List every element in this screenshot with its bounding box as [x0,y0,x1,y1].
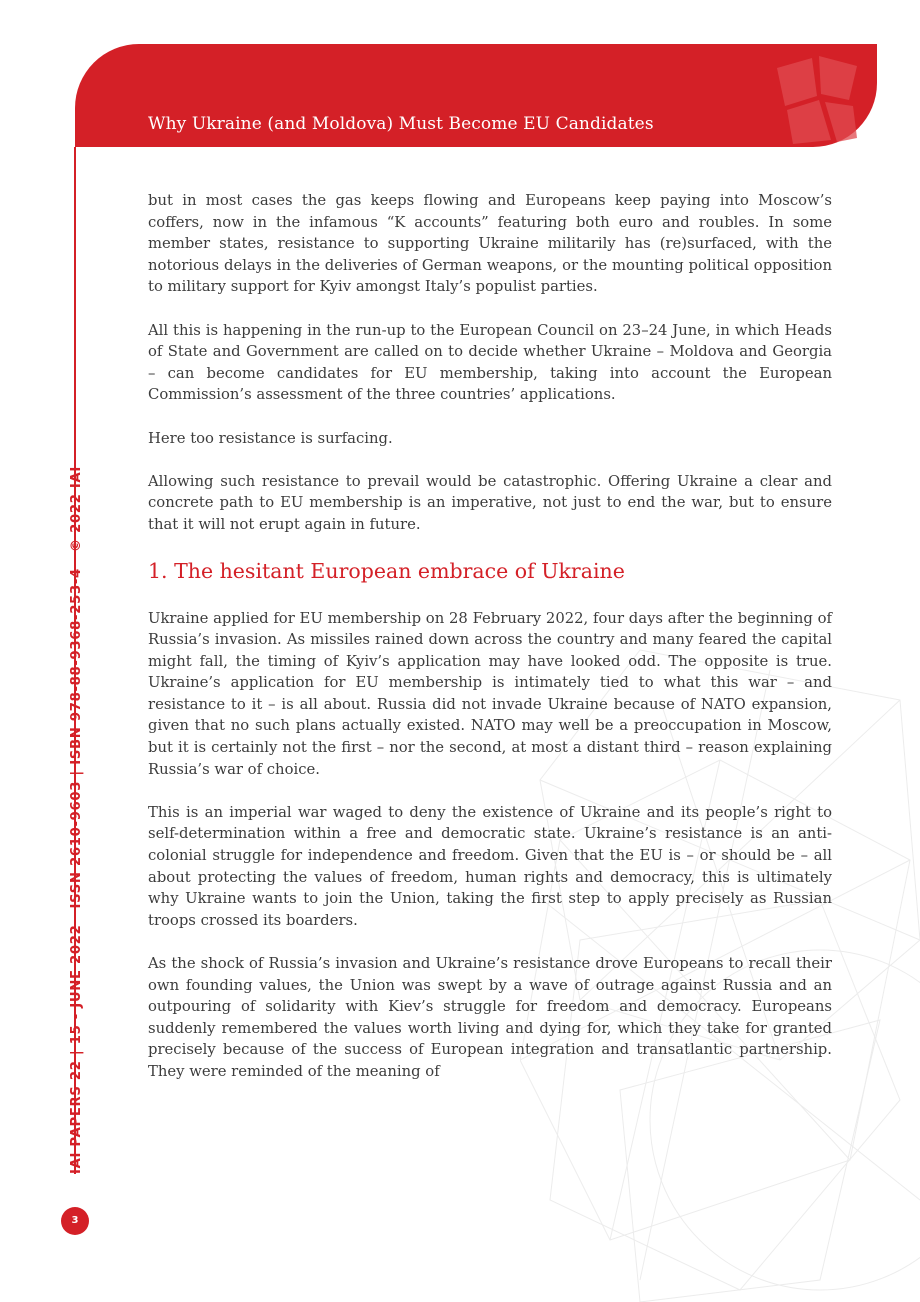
paragraph: Ukraine applied for EU membership on 28 February 2022, four days after the beginning of Russia’s invasion. As missiles rained down across the country and many feared the capital might fall, the timing of Kyiv’s application may have looked odd. The opposite is true. Ukraine’s application for EU membership is intimately tied to what this war – and resistance to it – is all about. Russia did not invade Ukraine because of NATO expansion, given that no such plans actually existed. NATO may well be a preoccupation in Moscow, but it is certainly not the first – nor the second, at most a distant third – reason explaining Russia’s war of choice. [148,609,832,778]
paragraph: Here too resistance is surfacing. [148,429,393,447]
sidebar-issn-isbn: ISSN 2610-9603 | ISBN 978-88-9368-253-4 [69,568,84,909]
page-number: 3 [61,1207,89,1235]
sidebar-series: IAI PAPERS 22 | 15 - JUNE 2022 [69,924,84,1174]
section-heading: 1. The hesitant European embrace of Ukraine [148,558,625,583]
paragraph: This is an imperial war waged to deny the existence of Ukraine and its people’s right to self-determination within a free and democratic state. Ukraine’s resistance is an anti-colonial struggle for independence and freedom. Given that the EU is – or should be – all about protecting the values of freedom, human rights and democracy, this is ultimately why Ukraine wants to join the Union, taking the first step to apply precisely as Russian troops crossed its boarders. [148,803,832,929]
header-title: Why Ukraine (and Moldova) Must Become EU Candidates [148,114,654,134]
paragraph: but in most cases the gas keeps flowing and Europeans keep paying into Moscow’s coffers, now in the infamous “K accounts” featuring both euro and roubles. In some member states, resistance to supporting Ukraine militarily has (re)surfaced, with the notorious delays in the deliveries of German weapons, or the mounting political opposition to military support for Kyiv amongst Italy’s populist parties. [148,192,832,296]
paragraph: As the shock of Russia’s invasion and Ukraine’s resistance drove Europeans to recall their own founding values, the Union was swept by a wave of outrage against Russia and an outpouring of solidarity with Kiev’s struggle for freedom and democracy. Europeans suddenly remembered the values worth living and dying for, which they take for granted precisely because of the success of European integration and transatlantic partnership. They were reminded of the meaning of [148,955,832,1080]
sidebar-copyright: © 2022 IAI [69,466,84,553]
sidebar-publication-info [69,466,84,1174]
paragraph: Allowing such resistance to prevail would be catastrophic. Offering Ukraine a clear and concrete path to EU membership is an imperative, not just to end the war, but to ensure that it will not erupt again in future. [148,472,832,533]
article-body [148,190,832,1104]
iai-logo-mark [757,48,867,148]
paragraph: All this is happening in the run-up to the European Council on 23–24 June, in which Heads of State and Government are called on to decide whether Ukraine – Moldova and Georgia – can become candidates for EU membership, taking into account the European Commission’s assessment of the three countries’ applications. [148,321,832,404]
header-band [75,44,877,147]
